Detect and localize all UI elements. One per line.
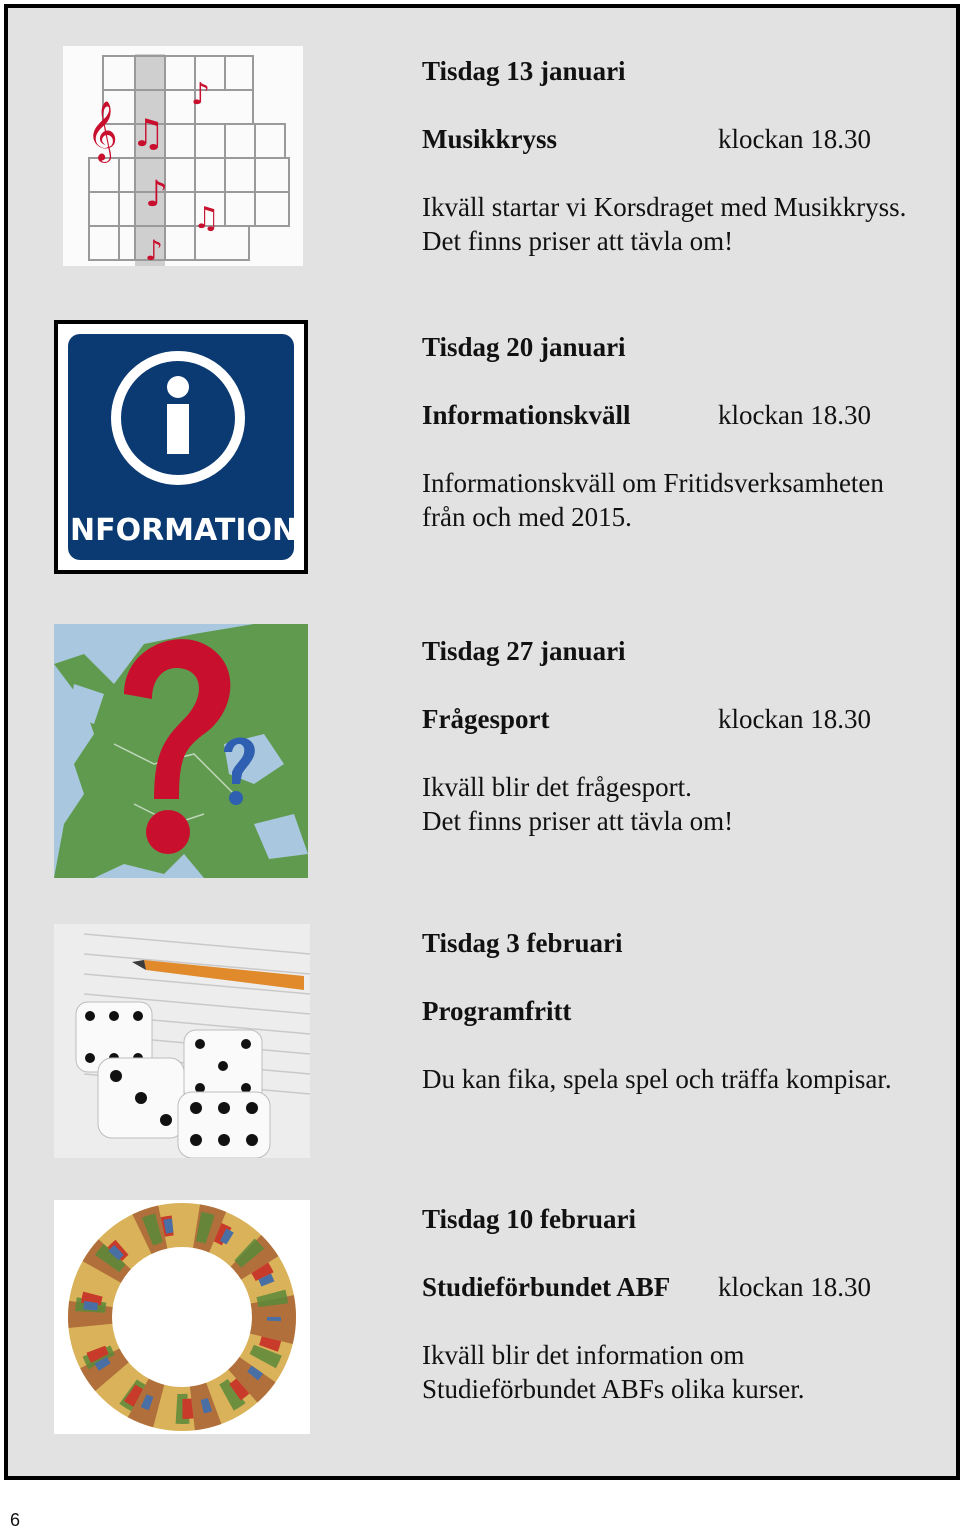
event-time: klockan 18.30 [718,1272,871,1302]
event-text [422,926,952,1146]
music-crossword-icon [63,46,303,266]
event-title: Musikkryss [422,124,558,154]
event-date: Tisdag 27 januari [422,636,626,666]
dice-and-pencil-icon [54,924,310,1158]
event-time: klockan 18.30 [718,400,871,430]
information-sign-icon [54,320,308,574]
event-title: Studieförbundet ABF [422,1272,671,1302]
event-description: Ikväll startar vi Korsdraget med Musikkryss. Det finns priser att tävla om! [422,192,907,256]
event-date: Tisdag 13 januari [422,56,626,86]
event-date: Tisdag 3 februari [422,928,623,958]
event-date: Tisdag 10 februari [422,1204,637,1234]
page-number: 6 [10,1510,21,1530]
svg-text:♪: ♪ [145,234,163,266]
event-title: Programfritt [422,996,572,1026]
event-text [422,54,952,274]
event-description: Ikväll blir det frågesport. Det finns priser att tävla om! [422,772,734,836]
event-title: Frågesport [422,704,550,734]
event-text [422,634,952,854]
information-sign-label: INFORMATION [58,513,298,548]
svg-text:♫: ♫ [193,201,220,236]
europe-question-mark-icon [54,624,308,878]
activity-wreath-icon [54,1200,310,1434]
event-description: Du kan fika, spela spel och träffa kompisar. [422,1064,892,1094]
event-time: klockan 18.30 [718,704,871,734]
svg-text:♪: ♪ [145,174,168,215]
program-frame [4,4,960,1480]
event-date: Tisdag 20 januari [422,332,626,362]
event-time: klockan 18.30 [718,124,871,154]
event-text [422,1202,952,1422]
svg-text:𝄞: 𝄞 [87,101,118,161]
event-description: Ikväll blir det information om Studieförbundet ABFs olika kurser. [422,1340,805,1404]
event-text [422,330,952,550]
svg-text:♫: ♫ [131,111,166,155]
event-title: Informationskväll [422,400,631,430]
svg-text:♪: ♪ [191,77,211,112]
event-description: Informationskväll om Fritidsverksamheten från och med 2015. [422,468,884,532]
